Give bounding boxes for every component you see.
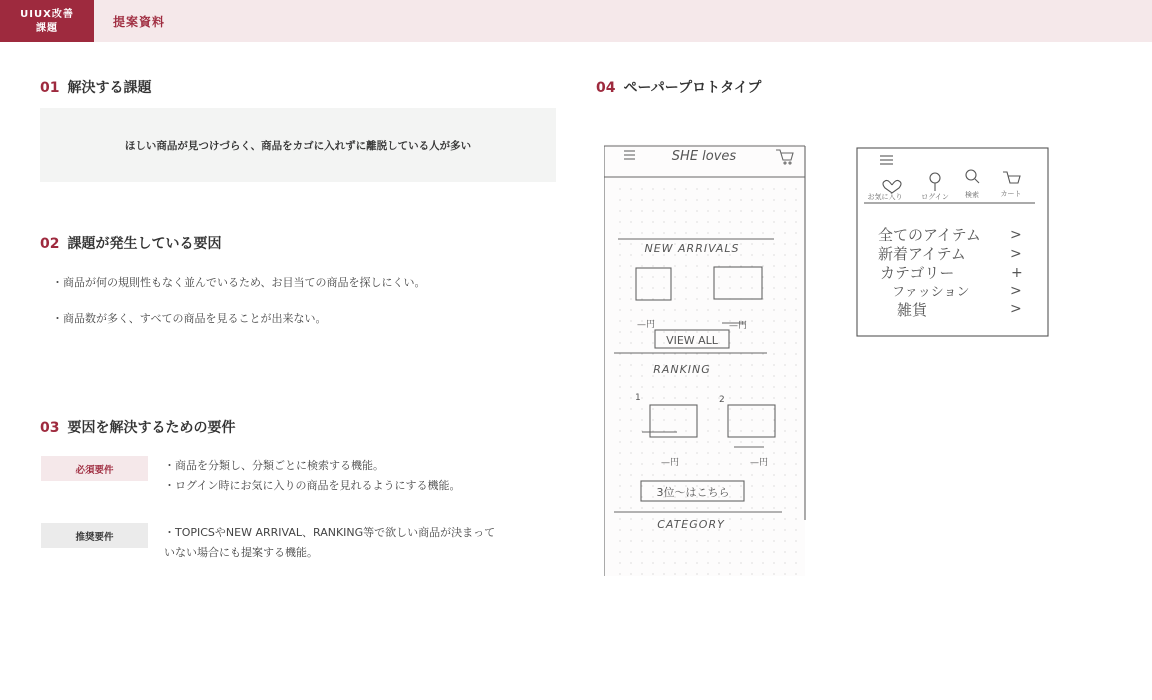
section-2-title [40, 233, 221, 253]
home-sketch-drawing [604, 140, 808, 590]
sketch-view-all: VIEW ALL [666, 334, 718, 347]
menu-item-label: 全てのアイテム [878, 226, 981, 244]
section-4-heading: ペーパープロトタイプ [623, 80, 762, 96]
sketch-price-right: —円 [728, 321, 748, 331]
section-4-number: 04 [596, 80, 616, 96]
must-requirement-item: ・商品を分類し、分類ごとに検索する機能。 [164, 459, 384, 472]
sketch-ranking: RANKING [653, 363, 711, 376]
sketch-logo: SHE loves [671, 149, 737, 164]
menu-item-mark: > [1010, 301, 1022, 317]
sketch-rank-price-1: —円 [660, 458, 680, 468]
must-requirement-item: ・ログイン時にお気に入りの商品を見れるようにする機能。 [164, 479, 461, 492]
breadcrumb: 提案資料 [113, 15, 166, 29]
menu-item-label: 新着アイテム [878, 245, 966, 263]
section-3-number: 03 [40, 420, 60, 436]
recommended-requirement-list [164, 523, 495, 563]
sketch-rank-2: 2 [719, 395, 725, 405]
section-1-number: 01 [40, 80, 60, 96]
menu-item-mark: > [1010, 246, 1022, 262]
menu-nav-search: 検索 [965, 191, 979, 199]
tag-line-1: UIUX改善 [20, 9, 74, 20]
category-tag [0, 0, 94, 42]
section-3-heading: 要因を解決するための要件 [67, 420, 236, 436]
menu-nav-favorites: お気に入り [867, 193, 903, 201]
paper-prototype-menu [855, 145, 1051, 339]
section-2-heading: 課題が発生している要因 [67, 236, 222, 252]
menu-item-mark: + [1011, 265, 1023, 281]
problem-box [40, 108, 556, 182]
section-3-title [40, 417, 235, 437]
menu-sketch-drawing [855, 145, 1051, 339]
section-1-title [40, 77, 151, 97]
sketch-new-arrivals: NEW ARRIVALS [644, 242, 740, 255]
recommended-requirement-badge: 推奨要件 [41, 523, 148, 548]
section-4-title [596, 77, 761, 97]
section-1-heading: 解決する課題 [67, 80, 152, 96]
menu-item-label: ファッション [892, 285, 970, 300]
recommended-requirement-item: ・TOPICSやNEW ARRIVAL、RANKING等で欲しい商品が決まって [164, 526, 496, 539]
cause-item-2: ・商品数が多く、すべての商品を見ることが出来ない。 [52, 312, 327, 325]
top-bar [0, 0, 1152, 42]
section-2-number: 02 [40, 236, 60, 252]
sketch-category: CATEGORY [657, 518, 725, 531]
menu-nav-cart: カート [1000, 190, 1022, 198]
sketch-price-left: —円 [636, 320, 656, 330]
menu-item-mark: > [1010, 283, 1022, 299]
sketch-more-link: 3位〜はこちら [656, 486, 730, 499]
recommended-requirement-item: いない場合にも提案する機能。 [164, 546, 318, 559]
sketch-rank-price-2: —円 [749, 458, 769, 468]
sketch-rank-1: 1 [635, 393, 641, 403]
must-requirement-badge: 必須要件 [41, 456, 148, 481]
paper-prototype-home [604, 140, 808, 590]
cause-item-1: ・商品が何の規則性もなく並んでいるため、お目当ての商品を探しにくい。 [52, 276, 426, 289]
must-requirement-list [164, 456, 460, 496]
menu-item-mark: > [1010, 227, 1022, 243]
menu-item-label: カテゴリー [880, 264, 955, 282]
menu-item-label: 雑貨 [897, 301, 928, 319]
menu-nav-login: ログイン [921, 193, 949, 201]
tag-line-2: 課題 [36, 23, 58, 34]
problem-text: ほしい商品が見つけづらく、商品をカゴに入れずに離脱している人が多い [124, 139, 472, 152]
